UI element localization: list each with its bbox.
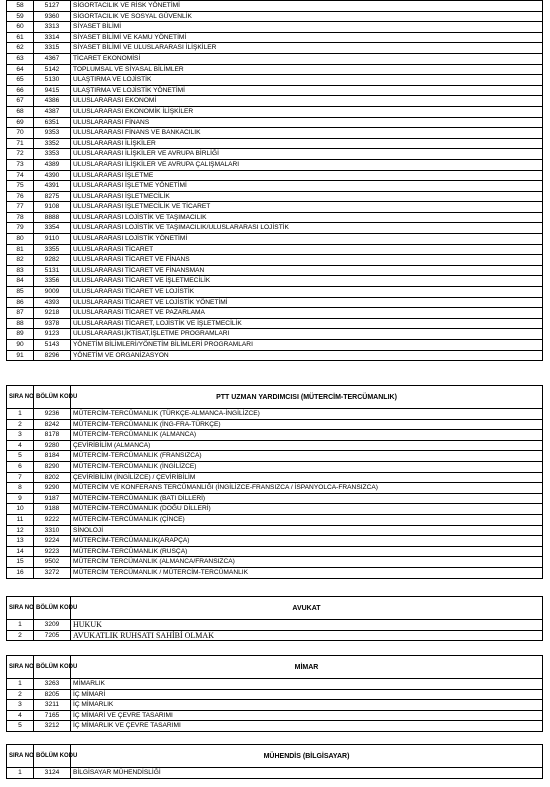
program-code: 9353 <box>34 128 71 139</box>
row-number: 2 <box>7 630 34 641</box>
program-code: 9110 <box>34 234 71 245</box>
row-number: 1 <box>7 409 34 420</box>
row-number: 68 <box>7 106 34 117</box>
program-name: MÜTERCİM VE KONFERANS TERCÜMANLIĞI (İNGİLİZCE-FRANSIZCA / İSPANYOLCA-FRANSIZCA) <box>71 483 543 494</box>
table-row <box>7 96 543 107</box>
program-table-4 <box>6 655 543 732</box>
program-code: 9218 <box>34 308 71 319</box>
table-row <box>7 75 543 86</box>
program-name: ULAŞTIRMA VE LOJİSTİK YÖNETİMİ <box>71 85 543 96</box>
program-name: ULUSLARARASI FİNANS VE BANKACILIK <box>71 128 543 139</box>
row-number: 4 <box>7 440 34 451</box>
table-row <box>7 483 543 494</box>
row-number: 1 <box>7 679 34 690</box>
row-number: 90 <box>7 340 34 351</box>
table-row <box>7 329 543 340</box>
bolum-kodu-header: BÖLÜM KODU <box>34 386 71 409</box>
program-code: 9187 <box>34 493 71 504</box>
row-number: 86 <box>7 297 34 308</box>
row-number: 89 <box>7 329 34 340</box>
table-row <box>7 159 543 170</box>
row-number: 82 <box>7 255 34 266</box>
program-name: MÜTERCİM-TERCÜMANLIK (İNG-FRA-TÜRKÇE) <box>71 419 543 430</box>
program-code: 3315 <box>34 43 71 54</box>
program-name: ULUSLARARASI İLİŞKİLER <box>71 138 543 149</box>
program-name: ÇEVİRİBİLİM (ALMANCA) <box>71 440 543 451</box>
program-name: ULUSLARARASI EKONOMİ <box>71 96 543 107</box>
row-number: 65 <box>7 75 34 86</box>
program-table-3 <box>6 596 543 641</box>
row-number: 84 <box>7 276 34 287</box>
program-code: 6351 <box>34 117 71 128</box>
table-row <box>7 223 543 234</box>
row-number: 3 <box>7 700 34 711</box>
program-code: 3272 <box>34 567 71 578</box>
table-row <box>7 255 543 266</box>
table-row <box>7 181 543 192</box>
row-number: 7 <box>7 472 34 483</box>
program-code: 5142 <box>34 64 71 75</box>
table-row <box>7 493 543 504</box>
row-number: 63 <box>7 53 34 64</box>
table-header-row <box>7 597 543 620</box>
table-row <box>7 244 543 255</box>
program-name: ULUSLARARASI TİCARET <box>71 244 543 255</box>
program-table-2 <box>6 385 543 579</box>
program-name: SİYASET BİLİMİ VE KAMU YÖNETİMİ <box>71 32 543 43</box>
program-code: 3354 <box>34 223 71 234</box>
program-name: ULUSLARARASI LOJİSTİK YÖNETİMİ <box>71 234 543 245</box>
program-code: 9415 <box>34 85 71 96</box>
table-header-row <box>7 386 543 409</box>
program-name: AVUKATLIK RUHSATI SAHİBİ OLMAK <box>71 630 543 641</box>
program-name: BİLGİSAYAR MÜHENDİSLİĞİ <box>71 768 543 779</box>
program-name: MÜTERCİM TERCÜMANLIK / MÜTERCİM-TERCÜMANLIK <box>71 567 543 578</box>
program-code: 9222 <box>34 514 71 525</box>
program-name: ULUSLARARASI TİCARET, LOJİSTİK VE İŞLETMECİLİK <box>71 318 543 329</box>
program-code: 9280 <box>34 440 71 451</box>
table-row <box>7 106 543 117</box>
program-code: 3263 <box>34 679 71 690</box>
bolum-kodu-header: BÖLÜM KODU <box>34 745 71 768</box>
row-number: 5 <box>7 451 34 462</box>
program-code: 8296 <box>34 350 71 361</box>
program-name: ULUSLARARASI TİCARET VE İŞLETMECİLİK <box>71 276 543 287</box>
table-row <box>7 340 543 351</box>
program-name: ULUSLARARASI EKONOMİK İLİŞKİLER <box>71 106 543 117</box>
program-code: 9009 <box>34 287 71 298</box>
program-name: ÇEVİRİBİLİM (İNGİLİZCE) / ÇEVİRİBİLİM <box>71 472 543 483</box>
program-name: İÇ MİMARLIK VE ÇEVRE TASARIMI <box>71 721 543 732</box>
program-code: 9290 <box>34 483 71 494</box>
bolum-kodu-header: BÖLÜM KODU <box>34 597 71 620</box>
table-row <box>7 318 543 329</box>
table-row <box>7 138 543 149</box>
table-row <box>7 567 543 578</box>
program-code: 5127 <box>34 1 71 12</box>
table-row <box>7 710 543 721</box>
row-number: 74 <box>7 170 34 181</box>
program-name: SİYASET BİLİMİ VE ULUSLARARASI İLİŞKİLER <box>71 43 543 54</box>
table-row <box>7 472 543 483</box>
program-name: ULUSLARARASI TİCARET VE LOJİSTİK YÖNETİMİ <box>71 297 543 308</box>
program-code: 3313 <box>34 22 71 33</box>
row-number: 9 <box>7 493 34 504</box>
program-name: SİGORTACILIK VE SOSYAL GÜVENLİK <box>71 11 543 22</box>
row-number: 16 <box>7 567 34 578</box>
program-name: MÜTERCİM-TERCÜMANLIK (BATI DİLLERİ) <box>71 493 543 504</box>
program-code: 5143 <box>34 340 71 351</box>
program-code: 8290 <box>34 461 71 472</box>
table-row <box>7 43 543 54</box>
program-name: İÇ MİMARİ <box>71 689 543 700</box>
row-number: 3 <box>7 430 34 441</box>
table-row <box>7 1 543 12</box>
section-title: PTT UZMAN YARDIMCISI (MÜTERCİM-TERCÜMANLIK) <box>71 386 543 409</box>
table-row <box>7 700 543 711</box>
program-code: 4386 <box>34 96 71 107</box>
program-name: ULUSLARARASI İLİŞKİLER VE AVRUPA BİRLİĞİ <box>71 149 543 160</box>
program-name: MÜTERCİM-TERCÜMANLIK (DOĞU DİLLERİ) <box>71 504 543 515</box>
program-code: 9236 <box>34 409 71 420</box>
row-number: 13 <box>7 536 34 547</box>
program-code: 9360 <box>34 11 71 22</box>
program-name: ULUSLARARASI LOJİSTİK VE TAŞIMACILIK <box>71 212 543 223</box>
row-number: 12 <box>7 525 34 536</box>
table-row <box>7 85 543 96</box>
row-number: 5 <box>7 721 34 732</box>
program-code: 8205 <box>34 689 71 700</box>
row-number: 62 <box>7 43 34 54</box>
program-name: İÇ MİMARLIK <box>71 700 543 711</box>
table-row <box>7 276 543 287</box>
program-code: 8178 <box>34 430 71 441</box>
table-row <box>7 22 543 33</box>
table-row <box>7 546 543 557</box>
row-number: 71 <box>7 138 34 149</box>
row-number: 77 <box>7 202 34 213</box>
row-number: 80 <box>7 234 34 245</box>
row-number: 60 <box>7 22 34 33</box>
sira-no-header: SIRA NO <box>7 386 34 409</box>
program-name: ULUSLARARASI FİNANS <box>71 117 543 128</box>
row-number: 64 <box>7 64 34 75</box>
row-number: 81 <box>7 244 34 255</box>
row-number: 14 <box>7 546 34 557</box>
program-name: ULUSLARARASI İŞLETMECİLİK VE TİCARET <box>71 202 543 213</box>
table-row <box>7 117 543 128</box>
table-row <box>7 202 543 213</box>
row-number: 83 <box>7 265 34 276</box>
row-number: 61 <box>7 32 34 43</box>
row-number: 58 <box>7 1 34 12</box>
program-code: 4393 <box>34 297 71 308</box>
table-row <box>7 11 543 22</box>
program-table-5 <box>6 744 543 779</box>
row-number: 85 <box>7 287 34 298</box>
row-number: 79 <box>7 223 34 234</box>
program-code: 7205 <box>34 630 71 641</box>
table-row <box>7 620 543 631</box>
program-name: ULUSLARARASI LOJİSTİK VE TAŞIMACILIK/ULUSLARARASI LOJİSTİK <box>71 223 543 234</box>
program-code: 8202 <box>34 472 71 483</box>
table-row <box>7 440 543 451</box>
table-row <box>7 308 543 319</box>
row-number: 76 <box>7 191 34 202</box>
program-name: SİNOLOJİ <box>71 525 543 536</box>
sira-no-header: SIRA NO <box>7 597 34 620</box>
table-row <box>7 170 543 181</box>
section-title: MİMAR <box>71 656 543 679</box>
program-name: SİGORTACILIK VE RİSK YÖNETİMİ <box>71 1 543 12</box>
program-name: ULUSLARARASI İŞLETME <box>71 170 543 181</box>
program-code: 7165 <box>34 710 71 721</box>
program-code: 9223 <box>34 546 71 557</box>
program-code: 9123 <box>34 329 71 340</box>
program-code: 8242 <box>34 419 71 430</box>
program-name: MÜTERCİM-TERCÜMANLIK (ÇİNCE) <box>71 514 543 525</box>
program-name: ULUSLARARASI TİCARET VE FİNANSMAN <box>71 265 543 276</box>
program-code: 9282 <box>34 255 71 266</box>
table-row <box>7 212 543 223</box>
program-code: 3209 <box>34 620 71 631</box>
program-name: TOPLUMSAL VE SİYASAL BİLİMLER <box>71 64 543 75</box>
program-code: 3124 <box>34 768 71 779</box>
row-number: 1 <box>7 620 34 631</box>
row-number: 11 <box>7 514 34 525</box>
table-header-row <box>7 656 543 679</box>
row-number: 75 <box>7 181 34 192</box>
program-name: HUKUK <box>71 620 543 631</box>
section-title: AVUKAT <box>71 597 543 620</box>
program-code: 9378 <box>34 318 71 329</box>
program-name: MÜTERCİM-TERCÜMANLIK (RUSÇA) <box>71 546 543 557</box>
program-name: SİYASET BİLİMİ <box>71 22 543 33</box>
row-number: 78 <box>7 212 34 223</box>
table-row <box>7 557 543 568</box>
program-name: TİCARET EKONOMİSİ <box>71 53 543 64</box>
program-name: ULUSLARARASI,İKTİSAT,İŞLETME PROGRAMLARI <box>71 329 543 340</box>
table-row <box>7 525 543 536</box>
table-row <box>7 350 543 361</box>
row-number: 59 <box>7 11 34 22</box>
sira-no-header: SIRA NO <box>7 745 34 768</box>
row-number: 91 <box>7 350 34 361</box>
program-name: ULUSLARARASI TİCARET VE LOJİSTİK <box>71 287 543 298</box>
program-name: ULUSLARARASI İŞLETME YÖNETİMİ <box>71 181 543 192</box>
table-row <box>7 297 543 308</box>
table-row <box>7 679 543 690</box>
program-code: 9188 <box>34 504 71 515</box>
row-number: 88 <box>7 318 34 329</box>
table-row <box>7 409 543 420</box>
sira-no-header: SIRA NO <box>7 656 34 679</box>
row-number: 6 <box>7 461 34 472</box>
row-number: 73 <box>7 159 34 170</box>
program-code: 8888 <box>34 212 71 223</box>
table-row <box>7 461 543 472</box>
table-row <box>7 191 543 202</box>
program-code: 4391 <box>34 181 71 192</box>
program-name: ULUSLARARASI TİCARET VE FİNANS <box>71 255 543 266</box>
table-row <box>7 514 543 525</box>
program-code: 3314 <box>34 32 71 43</box>
program-name: MÜTERCİM-TERCÜMANLIK (FRANSIZCA) <box>71 451 543 462</box>
table-row <box>7 430 543 441</box>
table-row <box>7 419 543 430</box>
table-row <box>7 234 543 245</box>
program-code: 4387 <box>34 106 71 117</box>
table-row <box>7 768 543 779</box>
table-row <box>7 265 543 276</box>
program-code: 4390 <box>34 170 71 181</box>
program-code: 3356 <box>34 276 71 287</box>
table-row <box>7 689 543 700</box>
program-code: 3211 <box>34 700 71 711</box>
bolum-kodu-header: BÖLÜM KODU <box>34 656 71 679</box>
table-row <box>7 721 543 732</box>
row-number: 4 <box>7 710 34 721</box>
program-code: 3353 <box>34 149 71 160</box>
program-name: ULUSLARARASI İLİŞKİLER VE AVRUPA ÇALIŞMALARI <box>71 159 543 170</box>
program-code: 3212 <box>34 721 71 732</box>
row-number: 67 <box>7 96 34 107</box>
table-row <box>7 451 543 462</box>
row-number: 1 <box>7 768 34 779</box>
row-number: 66 <box>7 85 34 96</box>
row-number: 87 <box>7 308 34 319</box>
program-code: 9224 <box>34 536 71 547</box>
program-code: 4367 <box>34 53 71 64</box>
program-name: İÇ MİMARİ VE ÇEVRE TASARIMI <box>71 710 543 721</box>
row-number: 70 <box>7 128 34 139</box>
table-row <box>7 630 543 641</box>
program-code: 5131 <box>34 265 71 276</box>
table-row <box>7 128 543 139</box>
table-row <box>7 32 543 43</box>
row-number: 2 <box>7 419 34 430</box>
program-code: 4389 <box>34 159 71 170</box>
program-name: ULUSLARARASI İŞLETMECİLİK <box>71 191 543 202</box>
program-name: MİMARLIK <box>71 679 543 690</box>
row-number: 2 <box>7 689 34 700</box>
table-row <box>7 504 543 515</box>
program-name: ULAŞTIRMA VE LOJİSTİK <box>71 75 543 86</box>
program-code: 3310 <box>34 525 71 536</box>
program-code: 9108 <box>34 202 71 213</box>
table-row <box>7 53 543 64</box>
program-name: YÖNETİM VE ORGANİZASYON <box>71 350 543 361</box>
row-number: 8 <box>7 483 34 494</box>
program-code: 8184 <box>34 451 71 462</box>
program-name: MÜTERCİM-TERCÜMANLIK(ARAPÇA) <box>71 536 543 547</box>
program-code: 5130 <box>34 75 71 86</box>
row-number: 69 <box>7 117 34 128</box>
section-title: MÜHENDİS (BİLGİSAYAR) <box>71 745 543 768</box>
row-number: 10 <box>7 504 34 515</box>
program-name: MÜTERCİM-TERCÜMANLIK (ALMANCA) <box>71 430 543 441</box>
table-row <box>7 536 543 547</box>
program-name: ULUSLARARASI TİCARET VE PAZARLAMA <box>71 308 543 319</box>
program-name: MÜTERCİM-TERCÜMANLIK (İNGİLİZCE) <box>71 461 543 472</box>
program-code: 3352 <box>34 138 71 149</box>
program-code: 8275 <box>34 191 71 202</box>
table-row <box>7 64 543 75</box>
table-row <box>7 287 543 298</box>
table-header-row <box>7 745 543 768</box>
program-code: 9502 <box>34 557 71 568</box>
row-number: 15 <box>7 557 34 568</box>
row-number: 72 <box>7 149 34 160</box>
program-name: MÜTERCİM TERCÜMANLIK (ALMANCA/FRANSIZCA) <box>71 557 543 568</box>
program-table-1 <box>6 0 543 361</box>
program-name: MÜTERCİM-TERCÜMANLIK (TÜRKÇE-ALMANCA-İNGİLİZCE) <box>71 409 543 420</box>
program-code: 3355 <box>34 244 71 255</box>
program-name: YÖNETİM BİLİMLERİ/YÖNETİM BİLİMLERİ PROGRAMLARI <box>71 340 543 351</box>
table-row <box>7 149 543 160</box>
